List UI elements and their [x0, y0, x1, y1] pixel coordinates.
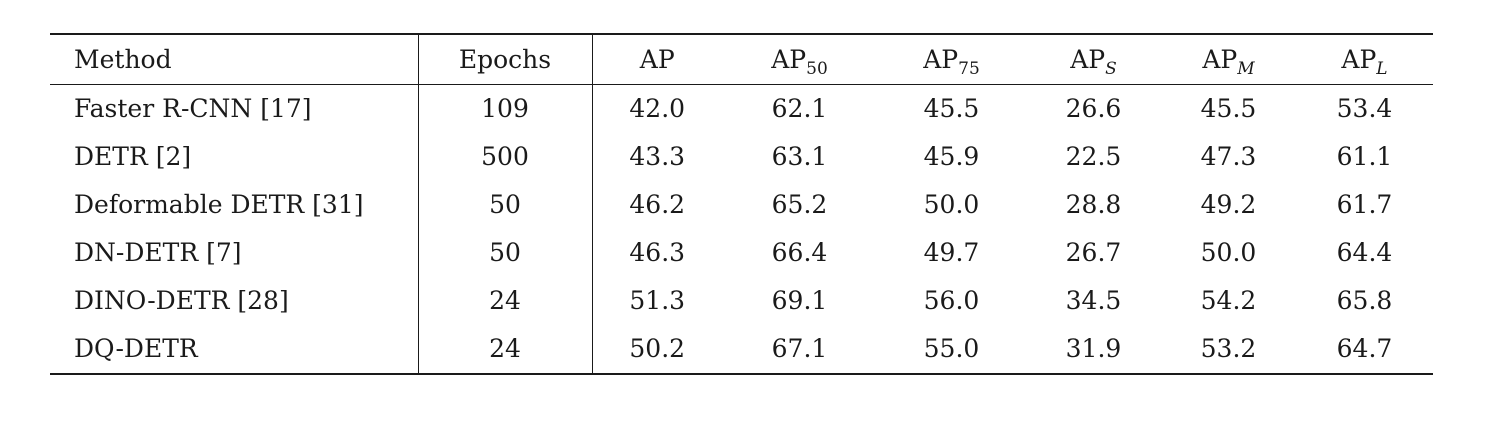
cell-ap50: 63.1	[771, 142, 828, 171]
cell-aps: 31.9	[1065, 334, 1122, 363]
results-table	[50, 33, 1433, 375]
cell-apm: 50.0	[1200, 238, 1257, 267]
cell-ap50: 66.4	[771, 238, 828, 267]
cell-ap: 46.3	[629, 238, 686, 267]
cell-ap: 46.2	[629, 190, 686, 219]
table-row	[50, 229, 1433, 277]
header-apl	[1296, 34, 1433, 85]
cell-method: Deformable DETR [31]	[50, 181, 418, 229]
cell-epochs: 50	[418, 229, 592, 277]
cell-apl: 64.4	[1336, 238, 1393, 267]
cell-apm: 45.5	[1200, 94, 1257, 123]
cell-ap50: 65.2	[771, 190, 828, 219]
table-row	[50, 133, 1433, 181]
header-apl-sub: L	[1376, 59, 1388, 79]
header-ap50-base: AP	[771, 45, 807, 74]
cell-ap: 42.0	[629, 94, 686, 123]
cell-method: DN-DETR [7]	[50, 229, 418, 277]
cell-aps: 28.8	[1065, 190, 1122, 219]
table-row	[50, 85, 1433, 134]
cell-ap75: 45.9	[923, 142, 980, 171]
table-body	[50, 85, 1433, 375]
table-row	[50, 277, 1433, 325]
header-ap50	[722, 34, 877, 85]
cell-ap50: 62.1	[771, 94, 828, 123]
cell-apm: 54.2	[1200, 286, 1257, 315]
cell-method: DQ-DETR	[50, 325, 418, 374]
cell-apl: 64.7	[1336, 334, 1393, 363]
cell-ap50: 69.1	[771, 286, 828, 315]
results-table-container	[50, 33, 1433, 375]
header-aps	[1026, 34, 1161, 85]
header-ap50-sub: 50	[806, 59, 828, 79]
header-ap: AP	[639, 45, 675, 74]
cell-apm: 53.2	[1200, 334, 1257, 363]
header-aps-base: AP	[1070, 45, 1106, 74]
cell-apl: 61.7	[1336, 190, 1393, 219]
cell-ap: 50.2	[629, 334, 686, 363]
cell-aps: 26.7	[1065, 238, 1122, 267]
table-row	[50, 325, 1433, 374]
cell-method: DETR [2]	[50, 133, 418, 181]
table-header	[50, 34, 1433, 85]
cell-method: Faster R-CNN [17]	[50, 85, 418, 134]
cell-epochs: 500	[418, 133, 592, 181]
cell-aps: 34.5	[1065, 286, 1122, 315]
header-apm-sub: M	[1237, 59, 1255, 79]
cell-epochs: 109	[418, 85, 592, 134]
cell-aps: 26.6	[1065, 94, 1122, 123]
cell-apm: 49.2	[1200, 190, 1257, 219]
cell-ap75: 55.0	[923, 334, 980, 363]
header-epochs: Epochs	[418, 34, 592, 85]
cell-aps: 22.5	[1065, 142, 1122, 171]
cell-ap75: 50.0	[923, 190, 980, 219]
cell-apm: 47.3	[1200, 142, 1257, 171]
cell-ap: 43.3	[629, 142, 686, 171]
header-method: Method	[50, 34, 418, 85]
cell-ap75: 49.7	[923, 238, 980, 267]
header-apm	[1161, 34, 1296, 85]
cell-apl: 53.4	[1336, 94, 1393, 123]
header-row	[50, 34, 1433, 85]
header-ap75-sub: 75	[958, 59, 980, 79]
table-row	[50, 181, 1433, 229]
header-ap75	[877, 34, 1026, 85]
cell-apl: 65.8	[1336, 286, 1393, 315]
cell-ap: 51.3	[629, 286, 686, 315]
cell-method: DINO-DETR [28]	[50, 277, 418, 325]
cell-apl: 61.1	[1336, 142, 1393, 171]
cell-ap75: 56.0	[923, 286, 980, 315]
cell-ap75: 45.5	[923, 94, 980, 123]
cell-epochs: 24	[418, 277, 592, 325]
cell-epochs: 50	[418, 181, 592, 229]
header-apl-base: AP	[1341, 45, 1377, 74]
header-ap75-base: AP	[923, 45, 959, 74]
header-apm-base: AP	[1202, 45, 1238, 74]
cell-ap50: 67.1	[771, 334, 828, 363]
header-aps-sub: S	[1105, 59, 1117, 79]
cell-epochs: 24	[418, 325, 592, 374]
